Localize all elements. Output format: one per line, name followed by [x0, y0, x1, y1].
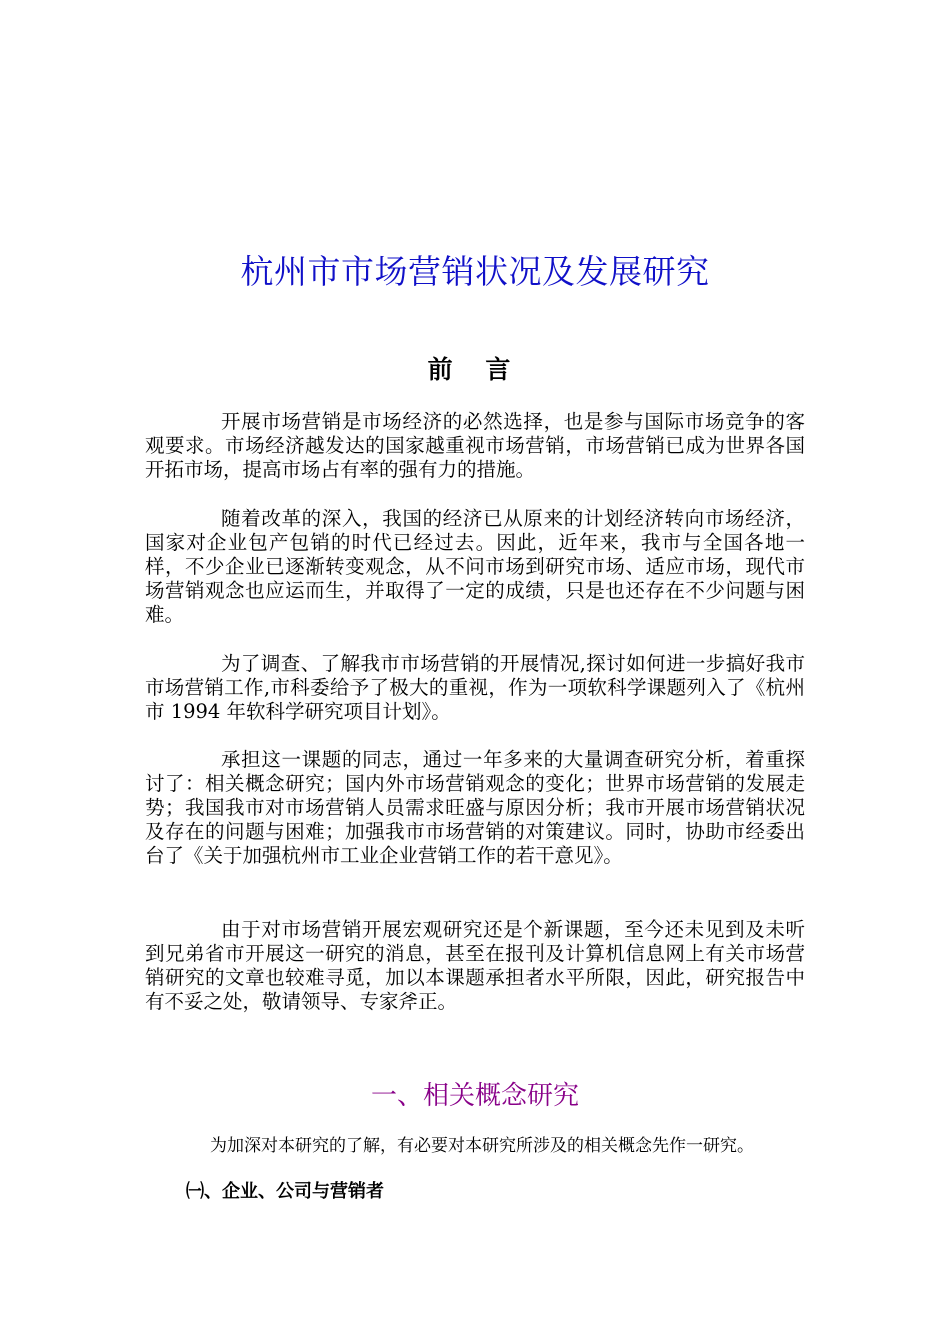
subsection-heading: ㈠、企业、公司与营销者	[186, 1181, 384, 1202]
document-title: 杭州市市场营销状况及发展研究	[240, 252, 710, 291]
section-heading: 一、相关概念研究	[370, 1081, 579, 1111]
section-intro: 为加深对本研究的了解，有必要对本研究所涉及的相关概念先作一研究。	[210, 1136, 754, 1156]
preface-paragraph: 承担这一课题的同志，通过一年多来的大量调查研究分析，着重探讨了：相关概念研究；国内外市场营销观念的变化；世界市场营销的发展走势；我国我市对市场营销人员需求旺盛与原因分析；我市开展市场营销状况及存在的问题与困难；加强我市市场营销的对策建议。同时，协助市经委出台了《关于加强杭州市工业企业营销工作的若干意见》。	[145, 748, 805, 867]
preface-heading: 前 言	[427, 355, 523, 384]
preface-paragraph: 由于对市场营销开展宏观研究还是个新课题，至今还未见到及未听到兄弟省市开展这一研究的消息，甚至在报刊及计算机信息网上有关市场营销研究的文章也较难寻觅，加以本课题承担者水平所限，因此，研究报告中有不妥之处，敬请领导、专家斧正。	[145, 918, 805, 1013]
preface-paragraph: 开展市场营销是市场经济的必然选择，也是参与国际市场竞争的客观要求。市场经济越发达的国家越重视市场营销，市场营销已成为世界各国开拓市场，提高市场占有率的强有力的措施。	[145, 410, 805, 481]
preface-paragraph: 为了调查、了解我市市场营销的开展情况,探讨如何进一步搞好我市市场营销工作,市科委给予了极大的重视，作为一项软科学课题列入了《杭州市 1994 年软科学研究项目计划》。	[145, 652, 805, 723]
preface-paragraph: 随着改革的深入，我国的经济已从原来的计划经济转向市场经济，国家对企业包产包销的时代已经过去。因此，近年来，我市与全国各地一样，不少企业已逐渐转变观念，从不问市场到研究市场、适应市场，现代市场营销观念也应运而生，并取得了一定的成绩，只是也还存在不少问题与困难。	[145, 507, 805, 626]
